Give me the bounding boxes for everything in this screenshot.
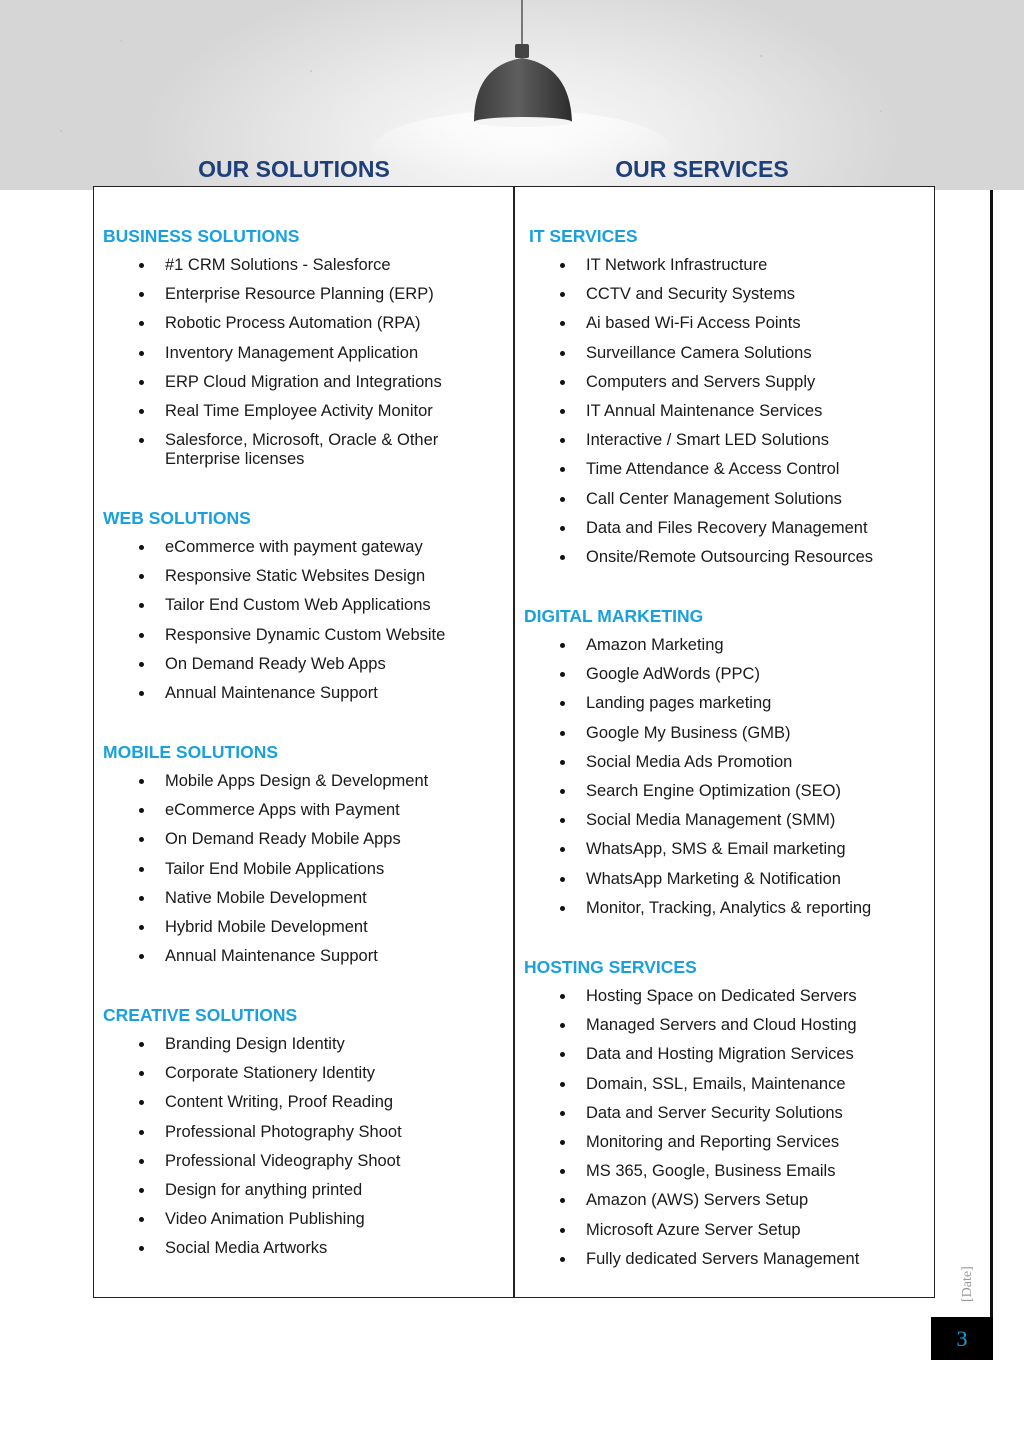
section-it-services (524, 221, 934, 572)
list-item: Monitoring and Reporting Services (524, 1128, 934, 1157)
section-title: IT SERVICES (529, 226, 638, 246)
list-item: Branding Design Identity (103, 1030, 513, 1059)
list-item: Data and Hosting Migration Services (524, 1040, 934, 1069)
section-title: WEB SOLUTIONS (103, 508, 251, 528)
section-business-solutions (103, 221, 513, 474)
list-item: Native Mobile Development (103, 884, 513, 913)
section-hosting-services (524, 952, 934, 1274)
list-item: Design for anything printed (103, 1176, 513, 1205)
list-item: Interactive / Smart LED Solutions (524, 426, 934, 455)
list-item: Google My Business (GMB) (524, 719, 934, 748)
list-item: Responsive Static Websites Design (103, 562, 513, 591)
list-item: Annual Maintenance Support (103, 942, 513, 971)
list-item: Call Center Management Solutions (524, 485, 934, 514)
section-digital-marketing (524, 601, 934, 923)
solutions-heading: OUR SOLUTIONS (198, 156, 390, 182)
list-item: eCommerce Apps with Payment (103, 796, 513, 825)
list-item: Landing pages marketing (524, 689, 934, 718)
section-title: DIGITAL MARKETING (524, 606, 704, 626)
list-item: Corporate Stationery Identity (103, 1059, 513, 1088)
list-item: Tailor End Custom Web Applications (103, 591, 513, 620)
page-edge-rule (990, 190, 993, 1360)
list-item: Search Engine Optimization (SEO) (524, 777, 934, 806)
list-item: Computers and Servers Supply (524, 368, 934, 397)
list-item: Time Attendance & Access Control (524, 455, 934, 484)
list-item: On Demand Ready Mobile Apps (103, 825, 513, 854)
date-placeholder: [Date] (960, 1266, 975, 1302)
services-heading: OUR SERVICES (615, 156, 789, 182)
list-item: Amazon (AWS) Servers Setup (524, 1186, 934, 1215)
list-item: Video Animation Publishing (103, 1205, 513, 1234)
section-title: MOBILE SOLUTIONS (103, 742, 278, 762)
list-item: Salesforce, Microsoft, Oracle & Other Enterprise licenses (103, 426, 513, 474)
section-web-solutions (103, 503, 513, 708)
list-item: Data and Files Recovery Management (524, 514, 934, 543)
page-number: 3 (956, 1325, 968, 1351)
list-item: Domain, SSL, Emails, Maintenance (524, 1070, 934, 1099)
list-item: Robotic Process Automation (RPA) (103, 309, 513, 338)
list-item: Mobile Apps Design & Development (103, 767, 513, 796)
list-item: Content Writing, Proof Reading (103, 1088, 513, 1117)
list-item: Microsoft Azure Server Setup (524, 1216, 934, 1245)
list-item: Surveillance Camera Solutions (524, 339, 934, 368)
list-item: Data and Server Security Solutions (524, 1099, 934, 1128)
list-item: IT Network Infrastructure (524, 251, 934, 280)
section-mobile-solutions (103, 737, 513, 971)
list-item: Managed Servers and Cloud Hosting (524, 1011, 934, 1040)
list-item: Enterprise Resource Planning (ERP) (103, 280, 513, 309)
list-item: Ai based Wi-Fi Access Points (524, 309, 934, 338)
list-item: Hosting Space on Dedicated Servers (524, 982, 934, 1011)
list-item: IT Annual Maintenance Services (524, 397, 934, 426)
list-item: MS 365, Google, Business Emails (524, 1157, 934, 1186)
list-item: ERP Cloud Migration and Integrations (103, 368, 513, 397)
list-item: On Demand Ready Web Apps (103, 650, 513, 679)
list-item: eCommerce with payment gateway (103, 533, 513, 562)
section-creative-solutions (103, 1000, 513, 1264)
list-item: Real Time Employee Activity Monitor (103, 397, 513, 426)
list-item: Fully dedicated Servers Management (524, 1245, 934, 1274)
list-item: #1 CRM Solutions - Salesforce (103, 251, 513, 280)
solutions-panel (93, 186, 514, 1298)
list-item: Social Media Artworks (103, 1234, 513, 1263)
list-item: Monitor, Tracking, Analytics & reporting (524, 894, 934, 923)
list-item: Onsite/Remote Outsourcing Resources (524, 543, 934, 572)
list-item: Hybrid Mobile Development (103, 913, 513, 942)
list-item: Professional Photography Shoot (103, 1118, 513, 1147)
list-item: Social Media Ads Promotion (524, 748, 934, 777)
list-item: Professional Videography Shoot (103, 1147, 513, 1176)
pendant-lamp-icon (0, 0, 1024, 190)
list-item: WhatsApp, SMS & Email marketing (524, 835, 934, 864)
section-title: HOSTING SERVICES (524, 957, 697, 977)
section-title: BUSINESS SOLUTIONS (103, 226, 300, 246)
list-item: Responsive Dynamic Custom Website (103, 621, 513, 650)
section-title: CREATIVE SOLUTIONS (103, 1005, 298, 1025)
list-item: Amazon Marketing (524, 631, 934, 660)
list-item: Social Media Management (SMM) (524, 806, 934, 835)
services-panel (514, 186, 935, 1298)
list-item: CCTV and Security Systems (524, 280, 934, 309)
list-item: Inventory Management Application (103, 339, 513, 368)
list-item: WhatsApp Marketing & Notification (524, 865, 934, 894)
page-number-box (931, 1317, 993, 1360)
list-item: Annual Maintenance Support (103, 679, 513, 708)
list-item: Tailor End Mobile Applications (103, 855, 513, 884)
list-item: Google AdWords (PPC) (524, 660, 934, 689)
